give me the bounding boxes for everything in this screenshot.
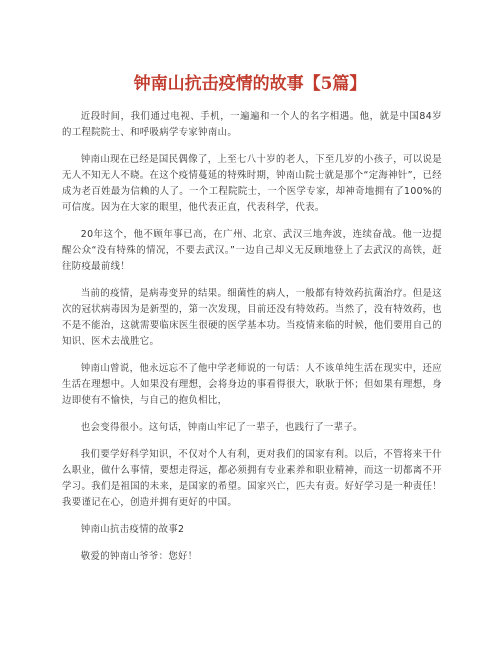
section-heading-story-2: 钟南山抗击疫情的故事2 [80,524,185,535]
document-title: 钟南山抗击疫情的故事【5篇】 [133,74,367,94]
paragraph-intro: 近段时间，我们通过电视、手机，一遍遍和一个人的名字相遇。他，就是中国84岁的工程院院士、和呼吸病学专家钟南山。 [62,111,442,138]
paragraph-study: 我们要学好科学知识，不仅对个人有利，更对我们的国家有利。以后，不管将来干什么职业，做什么事情，要想走得远，都必须拥有专业素养和职业精神，而这一切都离不开学习。我们是祖国的未来，是国家的希望。国家兴亡，匹夫有责。好好学习是一种责任！我要谨记在心，创造并拥有更好的中国。 [62,449,442,508]
paragraph-remember: 也会变得很小。这句话，钟南山牢记了一辈子，也践行了一辈子。 [80,422,363,433]
paragraph-national-idol: 钟南山现在已经是国民偶像了，上至七八十岁的老人，下至几岁的小孩子，可以说是无人不知无人不晓。在这个疫情蔓延的特殊时期，钟南山院士就是那个“定海神针”，已经成为老百姓最为信赖的人了。一个工程院院士，一个医学专家，却神奇地拥有了100%的可信度。因为在大家的眼里，他代表正直，代表科学，代表。 [62,154,442,213]
paragraph-teacher-quote: 钟南山曾说，他永远忘不了他中学老师说的一句话：人不该单纯生活在现实中，还应生活在理想中。人如果没有理想，会将身边的事看得很大，耿耿于怀；但如果有理想，身边即使有不愉快，与自己的抱负相比， [62,363,442,406]
paragraph-virus: 当前的疫情，是病毒变异的结果。细菌性的病人，一般都有特效药抗菌治疗。但是这次的冠状病毒因为是新型的，第一次发现，目前还没有特效药。当然了，没有特效药，也不是不能治，这就需要临床医生很硬的医学基本功。当疫情来临的时候，他们要用自己的知识、医术去战胜它。 [62,288,442,347]
paragraph-greeting: 敬爱的钟南山爷爷：您好！ [80,551,198,562]
document-body [62,109,442,576]
paragraph-frontline: 20年这个，他不顾年事已高，在广州、北京、武汉三地奔波，连续奋战。他一边提醒公众“没有特殊的情况，不要去武汉。”一边自己却义无反顾地登上了去武汉的高铁，赶往防疫最前线！ [62,229,442,272]
